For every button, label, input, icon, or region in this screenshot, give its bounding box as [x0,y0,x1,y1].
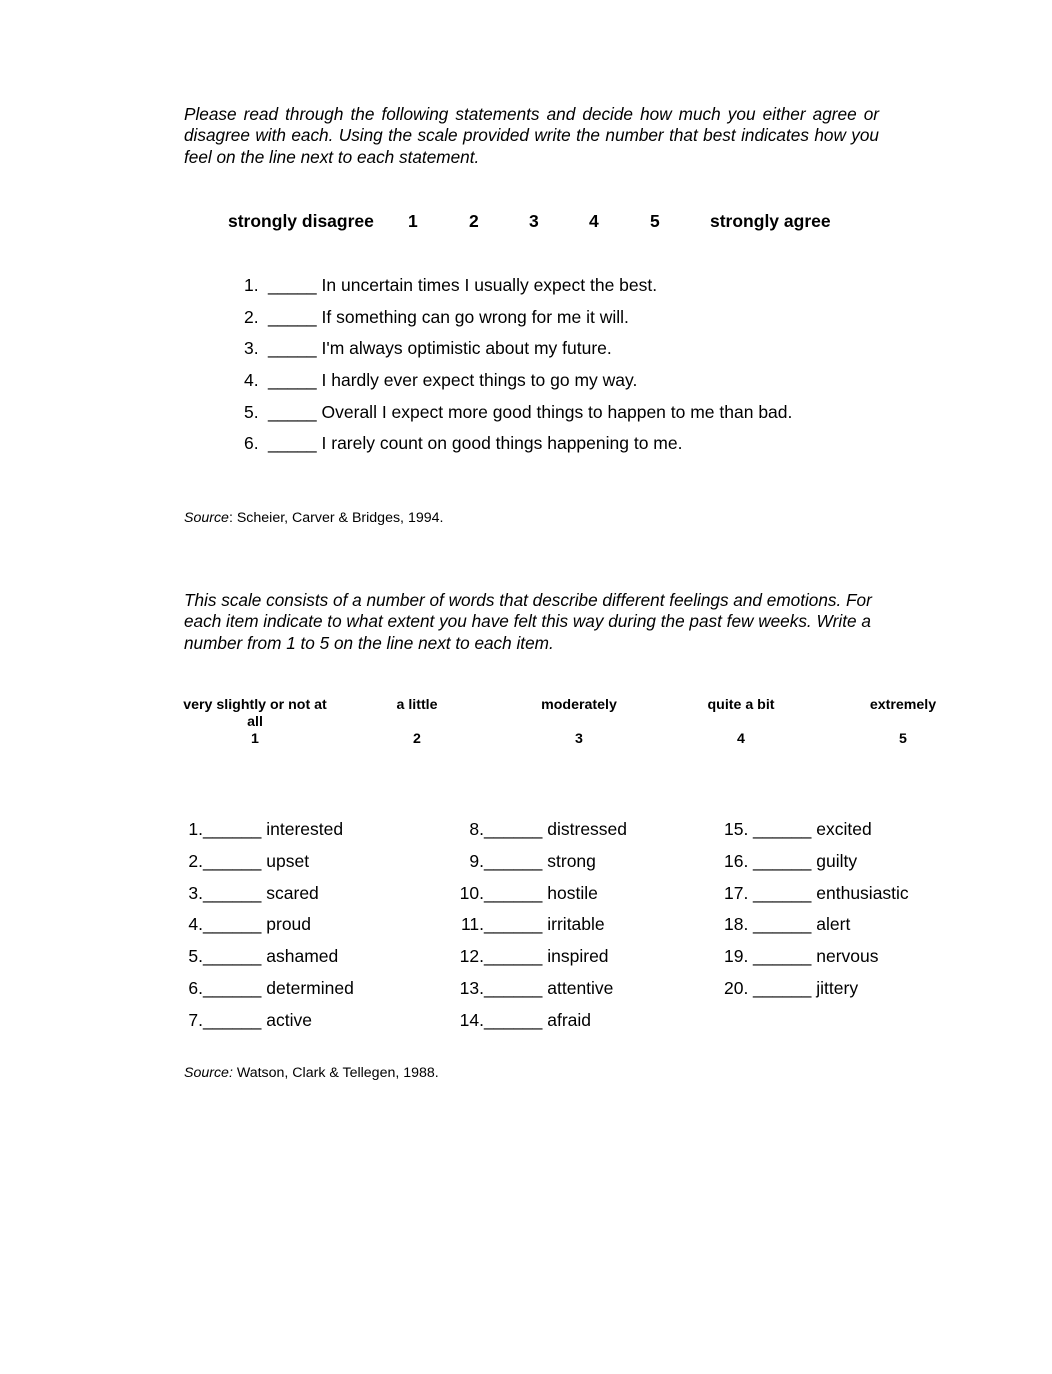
list-item [0,401,1052,433]
item-number: 2. [244,306,259,327]
item-number: 1. [244,275,259,295]
item-number: 14. [459,1009,484,1030]
panas-instructions: This scale consists of a number of words that describe different feelings and emotions. For each item indicate to what extent you have felt this way during the past few weeks. Write a number from 1 to 5 on the line next to each item. [184,590,872,653]
scale-anchor-value: 4 [737,731,745,747]
item-number: 8. [469,819,484,839]
list-item[interactable] [184,850,354,882]
scale-low-label: strongly disagree [228,211,374,231]
list-item[interactable] [724,945,909,977]
scale-anchor-label: extremely [869,697,937,713]
item-word: ______ interested [203,819,344,839]
optimism-instructions: Please read through the following statements and decide how much you either agree or disagree with each. Using the scale provided write the number that best indicates how you feel on the line next to each statement. [184,104,879,167]
panas-column-1 [184,818,354,1041]
item-statement[interactable]: _____ If something can go wrong for me it will. [268,306,629,327]
item-word: ______ hostile [484,882,598,903]
item-number: 6. [188,977,203,998]
scale-anchor-label: quite a bit [707,697,775,713]
panas-column-3 [724,818,909,1009]
item-word: ______ jittery [753,977,859,998]
scale-value-3: 3 [529,211,539,231]
panas-source [184,1064,439,1082]
item-statement[interactable]: _____ I hardly ever expect things to go my way. [268,370,638,391]
item-word: ______ alert [753,914,851,935]
item-statement[interactable]: _____ I'm always optimistic about my future. [268,338,612,359]
item-number: 5. [188,946,203,967]
optimism-scale [0,211,1052,235]
item-number: 7. [188,1009,203,1030]
item-number: 18. [724,914,749,935]
item-word: ______ distressed [484,819,628,839]
list-item [0,432,1052,464]
scale-anchor [499,697,659,748]
scale-anchor-value: 1 [251,731,259,747]
optimism-source [184,509,443,527]
item-word: ______ ashamed [203,946,339,967]
scale-anchor [823,697,983,748]
list-item[interactable] [724,977,909,1009]
list-item[interactable] [724,818,909,850]
item-statement[interactable]: _____ Overall I expect more good things to happen to me than bad. [268,401,793,422]
item-number: 17. [724,882,749,903]
item-word: ______ nervous [753,946,879,967]
scale-value-4: 4 [589,211,599,231]
list-item[interactable] [724,913,909,945]
scale-anchor [175,697,335,748]
list-item[interactable] [184,818,354,850]
source-label: Source: [184,1065,233,1081]
item-number: 12. [459,946,484,967]
list-item[interactable] [445,1009,627,1041]
item-word: ______ enthusiastic [753,882,909,903]
list-item [0,306,1052,338]
item-word: ______ strong [484,850,596,871]
list-item[interactable] [445,850,627,882]
item-number: 6. [244,433,259,454]
item-number: 15. [724,819,749,839]
list-item[interactable] [445,882,627,914]
list-item[interactable] [445,977,627,1009]
list-item[interactable] [445,945,627,977]
list-item[interactable] [445,913,627,945]
item-number: 19. [724,946,749,967]
item-number: 9. [469,850,484,871]
scale-anchor [337,697,497,748]
scale-anchor-label: a little [396,697,438,713]
source-citation: : Scheier, Carver & Bridges, 1994. [228,510,444,526]
list-item[interactable] [724,850,909,882]
item-number: 20. [724,977,749,998]
scale-value-1: 1 [408,211,418,231]
panas-items [0,818,1052,1048]
item-number: 2. [188,850,203,871]
list-item [0,274,1052,306]
list-item[interactable] [445,818,627,850]
item-word: ______ guilty [753,850,858,871]
item-word: ______ excited [753,819,872,839]
item-number: 1. [188,819,203,839]
item-number: 11. [460,914,484,935]
scale-anchor-label: very slightly or not at all [183,697,327,730]
list-item[interactable] [184,945,354,977]
scale-value-2: 2 [469,211,479,231]
scale-anchor-value: 2 [413,731,421,747]
panas-scale [0,697,1052,757]
scale-anchor-value: 5 [899,731,907,747]
list-item [0,369,1052,401]
item-word: ______ afraid [484,1009,592,1030]
list-item[interactable] [184,977,354,1009]
scale-anchor [661,697,821,748]
item-word: ______ determined [203,977,354,998]
item-word: ______ active [203,1009,312,1030]
optimism-item-list [0,274,1052,464]
item-statement[interactable]: _____ I rarely count on good things happening to me. [268,433,683,454]
list-item[interactable] [184,882,354,914]
list-item[interactable] [184,1009,354,1041]
item-number: 4. [188,914,203,935]
list-item [0,337,1052,369]
source-label: Source [184,510,229,526]
panas-column-2 [445,818,627,1041]
item-word: ______ proud [203,914,312,935]
item-number: 3. [244,338,259,359]
item-word: ______ scared [203,882,319,903]
scale-value-5: 5 [650,211,660,231]
scale-anchor-value: 3 [575,731,583,747]
item-statement[interactable]: _____ In uncertain times I usually expect the best. [268,275,658,295]
item-number: 10. [459,882,484,903]
scale-high-label: strongly agree [710,211,831,231]
source-citation: Watson, Clark & Tellegen, 1988. [232,1065,439,1081]
item-number: 13. [459,977,484,998]
item-word: ______ inspired [484,946,609,967]
scale-anchor-label: moderately [541,697,617,713]
item-number: 3. [188,882,203,903]
item-word: ______ irritable [484,914,605,935]
item-word: ______ upset [203,850,310,871]
list-item[interactable] [724,882,909,914]
item-number: 4. [244,370,259,391]
item-word: ______ attentive [484,977,614,998]
list-item[interactable] [184,913,354,945]
item-number: 16. [724,850,749,871]
item-number: 5. [244,401,259,422]
